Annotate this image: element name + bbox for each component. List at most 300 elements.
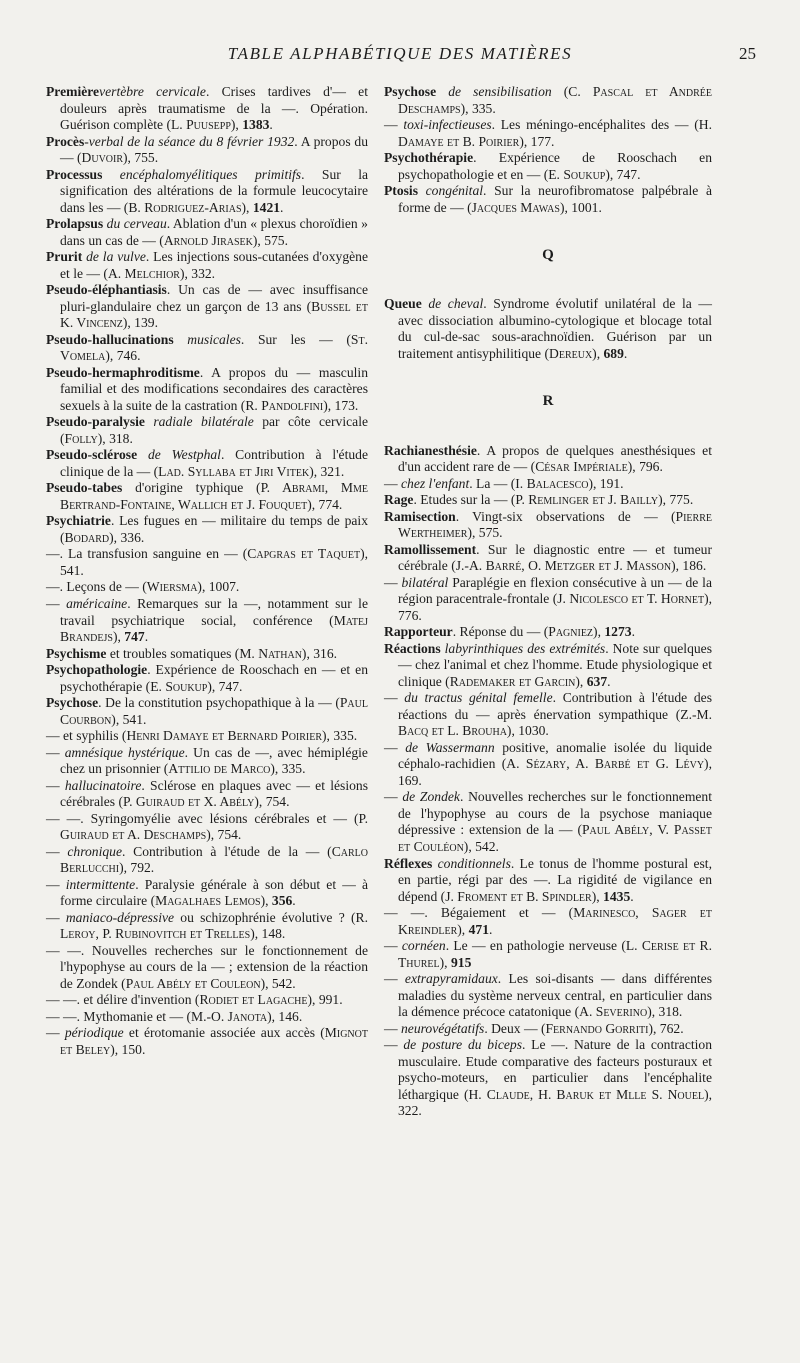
entry-text: . Le tonus de l'homme postural est, en partie, régi par des —. La rigidité de vigilance en dépend (: [398, 855, 712, 904]
entry-text: ), 1001.: [559, 199, 602, 215]
index-entry: [46, 910, 368, 943]
entry-text: chez l'enfant: [401, 475, 470, 491]
entry-text: . Un cas de — avec insuffisance pluri-glandulaire chez un garçon de 13 ans (: [60, 282, 368, 314]
entry-headword: Pseudo-paralysie: [46, 414, 145, 430]
index-entry: [384, 117, 712, 150]
entry-text: ), 169.: [398, 756, 712, 788]
index-entry: [46, 728, 368, 745]
entry-text: du cerveau: [103, 216, 167, 232]
entry-text: ), 186.: [671, 558, 707, 574]
entry-text: bilatéral: [401, 574, 449, 590]
entry-headword: Psychiatrie: [46, 513, 111, 529]
entry-authors: Rodiet et Lagache: [199, 992, 308, 1008]
index-entry: [46, 695, 368, 728]
entry-text: ), 754.: [254, 794, 290, 810]
entry-text: ), 1007.: [197, 579, 240, 595]
index-entry: [384, 740, 712, 790]
entry-text: .: [488, 921, 493, 937]
index-entry: [384, 641, 712, 691]
entry-text: ), 991.: [307, 992, 343, 1008]
entry-text: ), 746.: [105, 348, 141, 364]
entry-authors: R. Pandolfini: [245, 397, 324, 413]
entry-text: amnésique hystérique: [64, 744, 185, 760]
index-list: [384, 443, 712, 1120]
entry-text: ), 542.: [463, 839, 499, 854]
entry-authors: L. Puusepp: [170, 117, 231, 133]
entry-headword: Rachianesthésie: [384, 442, 477, 458]
entry-text: .: [292, 893, 296, 909]
entry-headword: Réflexes: [384, 855, 433, 871]
index-entry: [46, 992, 368, 1009]
index-entry: [46, 844, 368, 877]
index-entry: [384, 476, 712, 493]
entry-text: hallucinatoire: [64, 777, 142, 793]
entry-headword: Prolapsus: [46, 216, 104, 232]
entry-text: —: [384, 971, 405, 987]
index-entry: [384, 690, 712, 740]
index-entry: [384, 1037, 712, 1120]
entry-text: de Westphal: [137, 447, 221, 463]
entry-authors: Paul Abély, V. Passet et Couléon: [398, 822, 713, 854]
entry-text: ), 541.: [111, 711, 147, 727]
entry-authors: P. Guiraud et A. Deschamps: [60, 810, 368, 843]
entry-text: ), 796.: [627, 459, 663, 475]
entry-text: ), 542.: [260, 975, 296, 991]
entry-headword: Psychopathologie: [46, 662, 148, 678]
entry-text: . Un cas de —, avec hémiplégie chez un prisonnier (: [60, 744, 368, 777]
entry-text: . Le — en pathologie nerveuse (: [445, 938, 626, 954]
entry-authors: Paul Courbon: [60, 695, 368, 727]
entry-text: . Nouvelles recherches sur le fonctionnement de l'hypophyse au cours de la psychose maniaque dépressive : extension de la — (: [398, 789, 712, 838]
entry-authors: Capgras et Taquet: [247, 546, 361, 562]
entry-text: . A propos du — masculin familial et des modifications secondaires des caractères sexuels à la suite de la castration (: [60, 364, 368, 413]
index-entry: [384, 575, 712, 625]
entry-headword: Pseudo-hermaphroditisme: [46, 364, 200, 380]
entry-text: —: [384, 938, 402, 954]
index-entry: [384, 1021, 712, 1038]
index-entry: [384, 542, 712, 575]
entry-headword: Rage: [384, 492, 414, 508]
entry-headword: Psychose: [384, 84, 437, 99]
entry-page-ref: 747: [124, 629, 145, 645]
entry-text: . Réponse du — (: [452, 624, 549, 640]
index-entry: [384, 938, 712, 971]
entry-authors: J. Nicolesco et T. Hornet: [557, 591, 705, 607]
entry-text: ), 318.: [97, 430, 133, 446]
entry-authors: H. Claude, H. Baruk et Mlle S. Nouel: [468, 1086, 705, 1102]
entry-text: —: [46, 876, 66, 892]
index-list: [384, 296, 712, 362]
entry-text: —: [46, 595, 67, 611]
entry-authors: Matej Brandejs: [60, 612, 368, 645]
entry-headword: Pseudo-tabes: [46, 480, 123, 496]
entry-text: ou schizophrénie évolutive ? (: [174, 909, 356, 925]
entry-page-ref: 1435: [603, 888, 631, 904]
entry-text: ),: [241, 199, 253, 215]
entry-authors: César Impériale: [535, 459, 628, 475]
entry-text: de posture du biceps: [403, 1037, 523, 1053]
entry-headword: Ptosis: [384, 183, 418, 199]
index-entry: [384, 789, 712, 855]
entry-text: ), 177.: [519, 133, 555, 149]
entry-headword: Processus: [46, 166, 103, 182]
entry-text: (: [551, 84, 569, 99]
entry-text: de cheval: [421, 296, 484, 312]
entry-text: . Contribution à l'étude des réactions du — après énervation sympathique (: [398, 690, 712, 722]
entry-authors: Henri Damaye et Bernard Poirier: [126, 728, 323, 744]
entry-text: — —. Mythomanie et — (: [46, 1008, 191, 1024]
entry-authors: M.-O. Janota: [190, 1008, 268, 1024]
entry-authors: A. Melchior: [107, 265, 180, 281]
entry-text: ), 575.: [252, 232, 288, 248]
entry-authors: Jacques Mawas: [471, 199, 560, 215]
entry-text: extrapyramidaux: [404, 971, 498, 987]
entry-text: intermittente: [65, 876, 136, 892]
index-entry: [46, 447, 368, 480]
entry-text: — —. Nouvelles recherches sur le fonctionnement de l'hypophyse au cours de la — ; extension de la réaction de Zondek (: [46, 942, 368, 991]
entry-text: conditionnels: [432, 855, 511, 871]
entry-text: ), 173.: [323, 397, 359, 413]
entry-text: —: [46, 1025, 65, 1041]
entry-text: — —. Syringomyélie avec lésions cérébrales et — (: [46, 810, 359, 826]
entry-text: de la vulve: [82, 249, 146, 265]
entry-authors: Pagniez: [548, 624, 594, 640]
entry-text: ), 747.: [207, 678, 243, 694]
entry-text: d'origine typhique (: [122, 480, 261, 496]
entry-text: ), 755.: [123, 150, 159, 166]
entry-text: . Etudes sur la — (: [413, 492, 516, 508]
index-entry: [384, 183, 712, 216]
entry-text: cornéen: [401, 938, 446, 954]
entry-authors: Duvoir: [81, 150, 124, 166]
entry-text: . Paralysie générale à son début et — à forme circulaire (: [60, 876, 368, 909]
entry-headword: Pseudo-sclérose: [46, 447, 138, 463]
entry-page-ref: 915: [450, 954, 472, 970]
entry-text: et érotomanie associée aux accès (: [123, 1025, 325, 1041]
entry-text: .: [607, 673, 611, 689]
entry-text: .: [631, 624, 635, 640]
index-list: [46, 84, 368, 1058]
entry-text: ), 146.: [267, 1008, 303, 1024]
entry-headword: Première: [46, 84, 100, 99]
entry-text: ), 148.: [250, 926, 286, 942]
entry-headword: Queue: [384, 296, 422, 312]
entry-text: ), 150.: [110, 1041, 146, 1057]
entry-authors: Paul Abély et Couleon: [125, 975, 261, 991]
index-entry: [46, 1009, 368, 1026]
entry-text: . Deux — (: [484, 1020, 546, 1036]
entry-text: ), 335.: [460, 100, 496, 116]
entry-page-ref: 356: [271, 893, 293, 909]
index-entry: [46, 1025, 368, 1058]
entry-text: . Sur la neurofibromatose palpébrale à forme de — (: [398, 183, 713, 215]
entry-text: —: [384, 739, 406, 755]
entry-text: congénital: [417, 183, 484, 199]
entry-text: ), 318.: [647, 1004, 683, 1020]
entry-text: ), 774.: [307, 496, 343, 512]
index-entry: [384, 509, 712, 542]
index-entry: [46, 943, 368, 993]
entry-text: —: [46, 909, 66, 925]
entry-text: ),: [592, 345, 604, 361]
entry-headword: Rapporteur: [384, 624, 453, 640]
entry-authors: A. Severino: [579, 1004, 648, 1020]
index-entry: [46, 745, 368, 778]
index-entry: [46, 134, 368, 167]
index-entry: [46, 216, 368, 249]
entry-text: . Note sur quelques — chez l'animal et chez l'homme. Etude physiologique et clinique (: [398, 640, 712, 689]
entry-text: . A propos de quelques anesthésiques et d'un accident rare de — (: [398, 442, 712, 475]
entry-text: ), 747.: [605, 166, 641, 182]
entry-authors: Rademaker et Garcin: [449, 673, 576, 689]
entry-text: chronique: [67, 843, 122, 859]
entry-text: —: [384, 789, 403, 805]
entry-text: . Les soi-disants — dans différentes maladies du système nerveux central, en particulier dans la démence précoce catatonique (: [398, 971, 712, 1020]
entry-text: neurovégétatifs: [401, 1020, 485, 1036]
entry-text: positive, anomalie isolée du liquide céphalo-rachidien (: [398, 739, 712, 772]
index-entry: [46, 84, 368, 134]
entry-text: . Syndrome évolutif unilatéral de la — avec dissociation albumino-cytologique et blocage total du cul-de-sac sous-arachnoïdien. Guérison par un traitement antisyphilitique (: [398, 296, 713, 361]
entry-text: .: [280, 199, 284, 215]
entry-authors: E. Soukup: [150, 678, 208, 694]
entry-authors: Carlo Berlucchi: [60, 843, 368, 876]
index-entry: [46, 877, 368, 910]
index-entry: [384, 492, 712, 509]
entry-text: . Sur la signification des altérations de la formule leucocytaire dans les — (: [60, 166, 368, 215]
entry-authors: Attilio de Marco: [168, 761, 271, 777]
entry-text: —: [384, 690, 405, 706]
entry-authors: J. Froment et B. Spindler: [445, 888, 592, 904]
entry-authors: Wiersma: [146, 579, 198, 595]
entry-authors: Magalhaes Lemos: [155, 893, 261, 909]
entry-authors: P. Abrami, Mme Bertrand-Fontaine, Wallich et J. Fouquet: [60, 480, 368, 512]
entry-text: . Sur les — (: [240, 331, 351, 347]
entry-text: ), 322.: [398, 1086, 712, 1119]
entry-text: périodique: [64, 1025, 124, 1041]
index-entry: [46, 249, 368, 282]
entry-authors: Z.-M. Bacq et L. Brouha: [398, 706, 712, 739]
entry-authors: B. Rodriguez-Arias: [128, 199, 242, 215]
entry-text: maniaco-dépressive: [65, 909, 175, 925]
section-letter-q: Q: [542, 247, 554, 264]
entry-text: . Vingt-six observations de — (: [455, 508, 676, 524]
entry-text: —: [384, 117, 404, 133]
index-entry: [384, 84, 712, 117]
entry-text: Paraplégie en flexion consécutive à un — de la région paracentrale-frontale (: [398, 574, 712, 607]
entry-text: ),: [112, 629, 125, 645]
index-entry: [46, 414, 368, 447]
index-entry: [46, 662, 368, 695]
entry-text: — —. Bégaiement et — (: [384, 905, 574, 921]
entry-text: ), 762.: [648, 1020, 684, 1036]
entry-authors: J.-A. Barré, O. Metzger et J. Masson: [455, 558, 672, 574]
entry-headword: Prurit: [46, 249, 83, 265]
entry-text: toxi-infectieuses: [403, 117, 492, 133]
index-entry: [46, 546, 368, 579]
entry-authors: Folly: [64, 430, 98, 446]
entry-text: . Ablation d'un « plexus choroïdien » dans un cas de — (: [60, 216, 368, 248]
entry-text: . Les injections sous-cutanées d'oxygène et le — (: [60, 249, 368, 281]
entry-text: ), 316.: [301, 645, 338, 661]
entry-headword: Pseudo-hallucinations: [46, 331, 174, 347]
index-entry: [46, 778, 368, 811]
entry-text: . Expérience de Rooschach en — et en psychothérapie (: [60, 662, 368, 694]
entry-headword: Ramisection: [384, 508, 456, 524]
entry-text: ), 336.: [109, 529, 145, 545]
entry-text: ),: [230, 117, 243, 133]
index-entry: [46, 811, 368, 844]
entry-text: du tractus génital femelle: [404, 690, 553, 706]
entry-text: . Les méningo-encéphalites des — (: [491, 117, 699, 133]
entry-text: —. Leçons de — (: [46, 579, 147, 595]
entry-authors: Fernando Gorriti: [545, 1020, 649, 1036]
entry-text: . Le —. Nature de la contraction musculaire. Etude comparative des facteurs posturaux et psycho-moteurs, en particulier dans l'encéphalite léthargique (: [398, 1037, 712, 1102]
entry-authors: Arnold Jirasek: [163, 232, 253, 248]
page-header: [0, 44, 800, 74]
running-title: TABLE ALPHABÉTIQUE DES MATIÈRES: [227, 44, 573, 63]
entry-text: . Contribution à l'étude clinique de la — (: [60, 447, 368, 479]
entry-headword: Psychothérapie: [384, 150, 474, 166]
index-entry: [46, 365, 368, 415]
entry-text: ),: [591, 888, 604, 904]
right-column: [384, 84, 712, 1120]
entry-text: ), 335.: [322, 728, 358, 744]
entry-text: — et syphilis (: [46, 728, 127, 744]
entry-headword: Réactions: [384, 640, 441, 656]
entry-text: encéphalomyélitiques primitifs: [102, 166, 302, 182]
entry-text: . Crises tardives d'— et douleurs après traumatisme de la —. Opération. Guérison complète (: [60, 84, 368, 133]
entry-authors: I. Balacesco: [515, 475, 589, 491]
entry-text: .: [623, 345, 628, 361]
entry-text: ),: [593, 624, 605, 640]
entry-headword: Ramollissement: [384, 541, 477, 557]
index-entry: [384, 905, 712, 938]
entry-page-ref: 689: [603, 345, 624, 361]
entry-text: —: [384, 574, 402, 590]
entry-authors: R. Leroy, P. Rubinovitch et Trelles: [60, 909, 368, 942]
entry-text: ), 321.: [309, 463, 345, 479]
entry-text: ), 191.: [588, 475, 624, 491]
entry-text: ),: [457, 921, 469, 937]
entry-text: —: [46, 843, 68, 859]
entry-headword: Psychisme: [46, 645, 107, 661]
entry-authors: Bussel et K. Vincenz: [60, 298, 369, 331]
entry-authors: M. Nathan: [239, 645, 302, 661]
entry-headword: Pseudo-éléphantiasis: [46, 282, 167, 298]
entry-authors: Marinesco, Sager et Kreindler: [398, 905, 712, 937]
entry-page-ref: 1421: [252, 199, 281, 215]
entry-authors: C. Pascal et Andrée Deschamps: [398, 84, 712, 116]
page-number: 25: [739, 44, 756, 63]
entry-authors: E. Soukup: [548, 166, 606, 182]
entry-text: ), 776.: [398, 591, 712, 623]
entry-text: .: [630, 888, 634, 904]
entry-text: américaine: [66, 595, 128, 611]
entry-text: —: [46, 777, 65, 793]
entry-text: . Remarques sur la —, notamment sur le travail psychiatrique social, conférence (: [60, 595, 368, 628]
entry-text: radiale bilatérale: [144, 414, 254, 430]
index-entry: [46, 596, 368, 646]
entry-text: ), 541.: [60, 546, 368, 578]
entry-text: ), 332.: [179, 265, 216, 281]
index-entry: [46, 513, 368, 546]
entry-authors: H. Damaye et B. Poirier: [398, 117, 712, 149]
entry-authors: St. Vomela: [60, 331, 368, 364]
index-entry: [46, 282, 368, 332]
entry-text: . Expérience de Rooschach en psychopathologie et en — (: [398, 150, 712, 182]
entry-text: .: [144, 629, 149, 645]
entry-text: -verbal de la séance du 8 février 1932: [84, 133, 295, 149]
entry-text: .: [269, 117, 273, 133]
index-entry: [46, 332, 368, 365]
entry-text: —. La transfusion sanguine en — (: [46, 546, 248, 562]
left-column: [46, 84, 368, 1058]
entry-text: ), 754.: [206, 827, 242, 843]
entry-text: ), 575.: [467, 525, 503, 541]
entry-authors: Bodard: [64, 529, 110, 545]
entry-text: . Contribution à l'étude de la — (: [121, 843, 332, 859]
entry-text: vertèbre cervicale: [99, 84, 206, 99]
entry-text: . Sur le diagnostic entre — et tumeur cérébrale (: [398, 541, 712, 574]
entry-authors: A. Sézary, A. Barbé et G. Lévy: [506, 756, 705, 772]
entry-text: —: [384, 1037, 404, 1053]
entry-text: . De la constitution psychopathique à la — (: [98, 695, 340, 711]
index-entry: [46, 646, 368, 663]
entry-text: . Sclérose en plaques avec — et lésions cérébrales (: [60, 777, 368, 810]
entry-text: ), 1030.: [506, 723, 549, 739]
entry-text: ), 139.: [122, 315, 158, 331]
index-entry: [46, 167, 368, 217]
entry-text: ), 792.: [119, 860, 155, 876]
entry-text: —: [384, 475, 401, 491]
entry-text: ),: [439, 954, 451, 970]
entry-page-ref: 471: [468, 921, 489, 937]
entry-authors: Mignot et Beley: [60, 1025, 368, 1057]
entry-text: . Les fugues en — militaire du temps de paix (: [60, 513, 368, 545]
entry-authors: P. Remlinger et J. Bailly: [515, 492, 659, 508]
section-letter-r: R: [542, 393, 554, 410]
entry-text: ), 335.: [270, 761, 306, 777]
entry-text: —: [384, 1020, 401, 1036]
index-entry: [384, 150, 712, 183]
entry-text: musicales: [173, 331, 241, 347]
entry-text: de Zondek: [402, 789, 460, 805]
entry-text: . La — (: [469, 475, 516, 491]
entry-authors: Lad. Syllaba et Jiri Vitek: [158, 463, 310, 479]
entry-authors: L. Cerise et R. Thurel: [398, 938, 712, 970]
entry-page-ref: 1383: [242, 117, 270, 133]
entry-authors: Pierre Wertheimer: [398, 508, 712, 541]
index-entry: [384, 856, 712, 906]
entry-headword: Psychose: [46, 695, 99, 711]
entry-text: de sensibilisation: [436, 84, 552, 99]
entry-text: ),: [575, 673, 587, 689]
entry-text: labyrinthiques des extrémités: [440, 640, 606, 656]
index-entry: [46, 579, 368, 596]
entry-text: par côte cervicale (: [60, 414, 369, 446]
entry-authors: Dereux: [549, 345, 593, 361]
entry-text: ),: [260, 893, 272, 909]
entry-page-ref: 637: [586, 673, 608, 689]
index-entry: [384, 443, 712, 476]
entry-text: —: [46, 744, 65, 760]
entry-page-ref: 1273: [604, 624, 632, 640]
entry-text: et troubles somatiques (: [106, 645, 240, 661]
entry-headword: Procès: [46, 133, 85, 149]
entry-text: de Wassermann: [405, 739, 495, 755]
entry-text: — —. et délire d'invention (: [46, 992, 200, 1008]
entry-text: . A propos du — (: [60, 133, 369, 166]
